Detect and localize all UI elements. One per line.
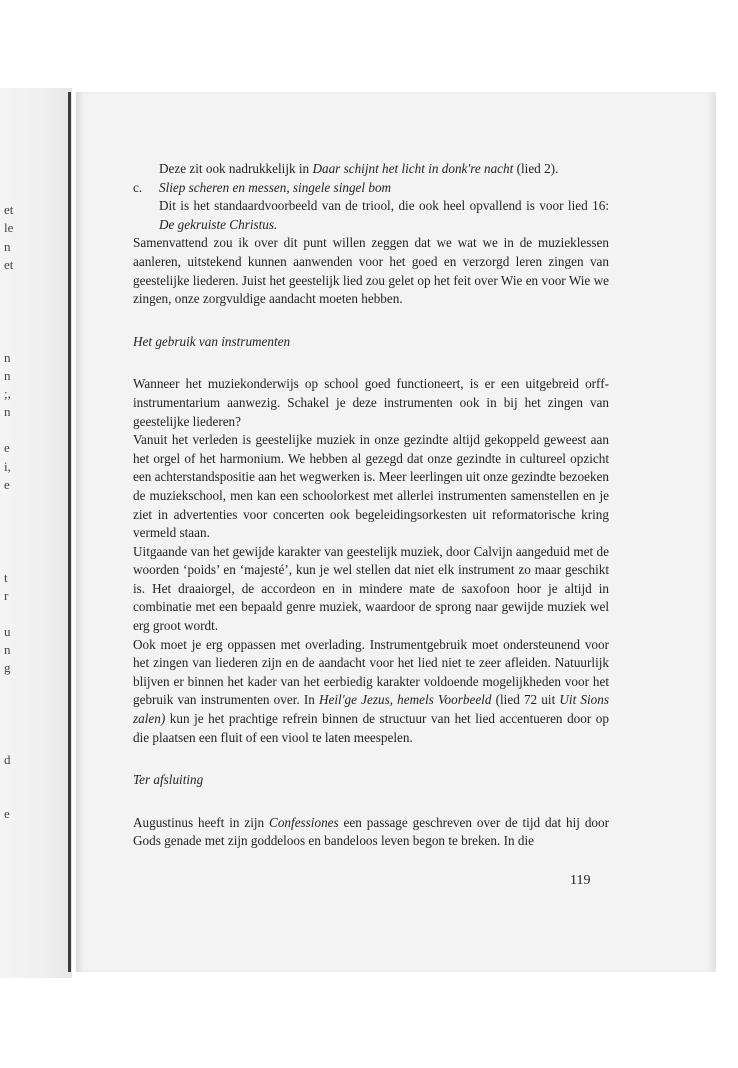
section-heading: Het gebruik van instrumenten [133, 333, 291, 349]
fragment: e [4, 440, 10, 455]
paragraph: Deze zit ook nadrukkelijk in Daar schijnt het licht in donk're nacht (lied 2). [159, 161, 559, 176]
song-title: Sliep scheren en messen, singele singel bom [159, 179, 392, 195]
fragment: ;, [4, 386, 11, 401]
binding-gutter [68, 92, 71, 972]
fragment: n [4, 350, 11, 365]
fragment: n [4, 404, 11, 419]
fragment: n [4, 239, 11, 254]
fragment: n [4, 642, 11, 657]
fragment: t [4, 570, 8, 585]
fragment: le [4, 220, 14, 235]
paragraph: Ook moet je erg oppassen met overlading. Instrumentgebruik moet ondersteunend voor het zingen van liederen zijn en de aandacht voor het lied niet te zeer afleiden. Natuurlijk blijven er binnen het kader van het eerbiedig karakter voldoende mogelijkheden voor het gebruik van instrumenten over. In Heil'ge Jezus, hemels Voorbeeld (lied 72 uit Uit Sions zalen) kun je het prachtige refrein binnen de structuur van het lied accentueren door op die plaatsen een fluit of een viool te laten meespelen. [133, 636, 610, 745]
book-title: Confessiones [269, 814, 339, 830]
left-page-edge-fragments [0, 0, 20, 1068]
paragraph: Dit is het standaardvoorbeeld van de triool, die ook heel opvallend is voor lied 16: De gekruiste Christus. [159, 198, 609, 232]
paragraph: Wanneer het muziekonderwijs op school goed functioneert, is er een uitgebreid orff-instrumentarium aanwezig. Schakel je deze instrumenten ook in bij het zingen van geestelijke liederen? [133, 376, 609, 429]
fragment: g [4, 660, 11, 675]
page-edge [708, 92, 716, 972]
fragment: e [4, 806, 10, 821]
section-heading: Ter afsluiting [133, 772, 204, 788]
paragraph: Samenvattend zou ik over dit punt willen zeggen dat we wat we in de muzieklessen aanleren, uitstekend kunnen aanwenden voor het goed en verzorgd leren zingen van geestelijke liederen. Juist het geestelijk lied zou gelet op het feit over Wie en voor Wie we zingen, onze zorgvuldige aandacht moeten hebben. [133, 235, 609, 307]
fragment: et [4, 257, 14, 272]
song-title: Heil'ge Jezus, hemels Voorbeeld [319, 692, 492, 708]
fragment: i, [4, 459, 11, 474]
songbook-title: Uit Sions zalen) [133, 692, 610, 727]
body-text [133, 160, 609, 851]
list-label: c. [133, 179, 143, 195]
fragment: et [4, 202, 14, 217]
fragment: n [4, 368, 11, 383]
fragment: u [4, 624, 11, 639]
list-item-c [133, 179, 609, 198]
paragraph: Vanuit het verleden is geestelijke muziek in onze gezindte altijd gekoppeld geweest aan het orgel of het harmonium. We hebben al gezegd dat onze gezindte in cultureel opzicht een achterstandspositie aan het wegwerken is. Meer leerlingen uit onze gezindte bezoeken de muziekschool, men kan een schoolorkest met allerlei instrumenten samenstellen en je ziet in advertenties voor concerten ook begeleidingsorkesten uit reformatorische kring vermeld staan. [133, 432, 610, 541]
song-title: De gekruiste Christus. [159, 216, 278, 232]
fragment: d [4, 752, 11, 767]
paragraph: Augustinus heeft in zijn Confessiones een passage geschreven over de tijd dat hij door Gods genade met zijn goddeloos en bandeloos leven begon te breken. In die [133, 814, 609, 849]
paragraph: Uitgaande van het gewijde karakter van geestelijk muziek, door Calvijn aangeduid met de woorden ‘poids’ en ‘majesté’, kun je wel stellen dat niet elk instrument zo maar geschikt is. Het draaiorgel, de accordeon en in mindere mate de saxofoon hoor je altijd in combinatie met een bepaald genre muziek, waardoor de sprong naar gewijde muziek wel erg groot wordt. [133, 543, 609, 634]
fragment: r [4, 588, 9, 603]
page-number: 119 [570, 873, 591, 888]
fragment: e [4, 477, 10, 492]
song-title: Daar schijnt het licht in donk're nacht [312, 161, 514, 176]
